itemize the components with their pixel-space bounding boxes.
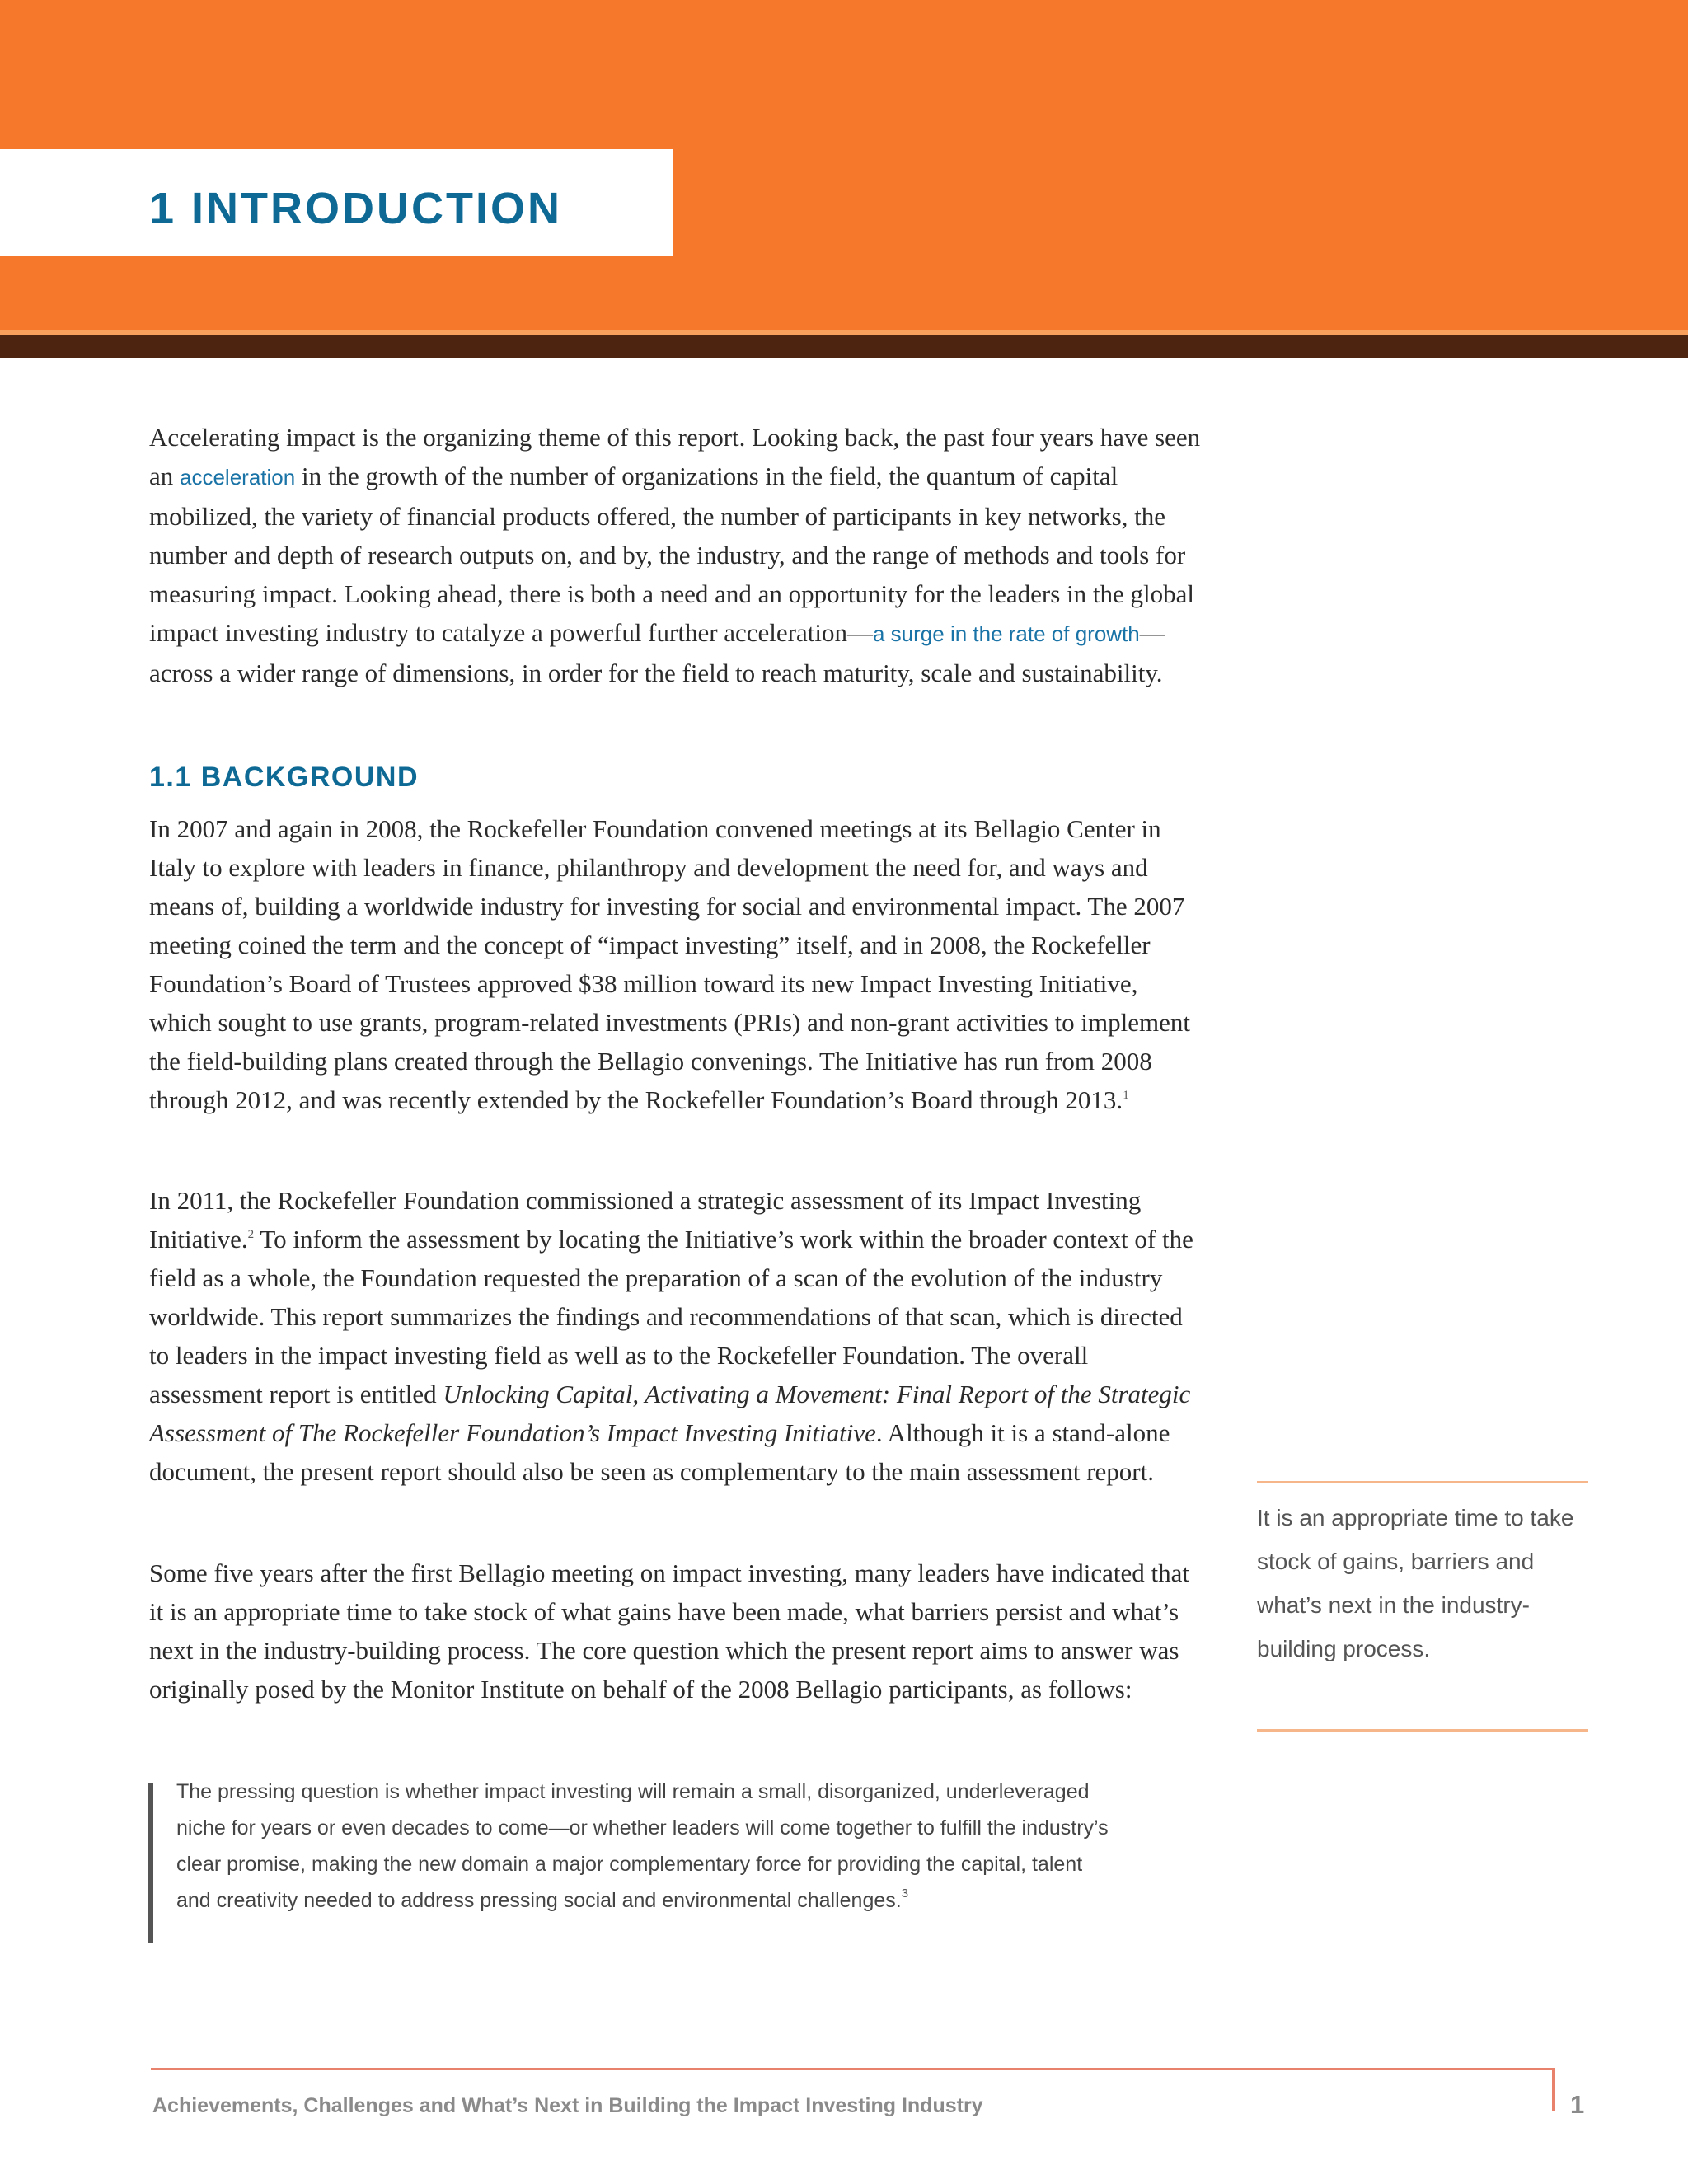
footer-rule (151, 2068, 1554, 2070)
background-text-1: In 2007 and again in 2008, the Rockefeller Foundation convened meetings at its Bellagio Center in Italy to explore with leaders in finance, philanthropy and development the need for, and ways and means of, building a worldwide industry for investing for social and environmental impact. The 2007 meeting coined the term and the concept of “impact investing” itself, and in 2008, the Rockefeller Foundation’s Board of Trustees approved $38 million toward its new Impact Investing Initiative, which sought to use grants, program-related investments (PRIs) and non-grant activities to implement the field-building plans created through the Bellagio convenings. The Initiative has run from 2008 through 2012, and was recently extended by the Rockefeller Foundation’s Board through 2013. (149, 814, 1190, 1114)
surge-link[interactable]: a surge in the rate of growth (873, 621, 1140, 646)
background-text-2c: . Although it is a stand-alone document, the present report should also be seen as complementary to the main assessment report. (149, 1418, 1170, 1486)
header-dark-stripe (0, 335, 1688, 358)
report-title: Unlocking Capital, Activating a Movement: Final Report of the Strategic Assessment of The Rockefeller Foundation’s Impact Investing Initiative (149, 1380, 1191, 1447)
background-text-3: Some five years after the first Bellagio meeting on impact investing, many leaders have indicated that it is an appropriate time to take stock of what gains have been made, what barriers persist and what’s next in the industry-building process. The core question which the present report aims to answer was originally posed by the Monitor Institute on behalf of the 2008 Bellagio participants, as follows: (149, 1558, 1189, 1704)
footnote-ref-2[interactable]: 2 (247, 1228, 255, 1241)
callout-bottom-rule (1257, 1729, 1588, 1732)
callout-top-rule (1257, 1481, 1588, 1483)
header-stripe (0, 330, 1688, 335)
background-text-2b: To inform the assessment by locating the Initiative’s work within the broader context of the field as a whole, the Foundation requested the preparation of a scan of the evolution of the industry worldwide. This report summarizes the findings and recommendations of that scan, which is directed to leaders in the impact investing field as well as to the Rockefeller Foundation. The overall assessment report is entitled (149, 1225, 1193, 1408)
footer-rule-tick (1552, 2068, 1555, 2111)
background-text-2a: In 2011, the Rockefeller Foundation commissioned a strategic assessment of its Impact Investing Initiative. (149, 1186, 1142, 1254)
intro-text-3: —across a wider range of dimensions, in order for the field to reach maturity, scale and sustainability. (149, 618, 1165, 687)
intro-text-1: Accelerating impact is the organizing theme of this report. Looking back, the past four years have seen an (149, 423, 1201, 490)
background-paragraph-3 (149, 1554, 1204, 1708)
footnote-ref-3[interactable]: 3 (901, 1886, 909, 1900)
page-number: 1 (1570, 2090, 1585, 2119)
chapter-title: 1 INTRODUCTION (149, 184, 562, 233)
block-quote (176, 1774, 1116, 1919)
intro-text-2: in the growth of the number of organizations in the field, the quantum of capital mobilized, the variety of financial products offered, the number of participants in key networks, the number and depth of research outputs on, and by, the industry, and the range of methods and tools for measuring impact. Looking ahead, there is both a need and an opportunity for the leaders in the global impact investing industry to catalyze a powerful further acceleration— (149, 462, 1195, 647)
background-paragraph-1 (149, 809, 1204, 1119)
background-paragraph-2 (149, 1181, 1204, 1491)
intro-paragraph (149, 418, 1204, 692)
footer-title: Achievements, Challenges and What’s Next in Building the Impact Investing Industry (152, 2094, 983, 2117)
footnote-ref-1[interactable]: 1 (1123, 1089, 1129, 1102)
acceleration-link[interactable]: acceleration (180, 465, 296, 490)
quote-text: The pressing question is whether impact investing will remain a small, disorganized, underleveraged niche for years or even decades to come—or whether leaders will come together to fulfill the industry’s clear promise, making the new domain a major complementary force for providing the capital, talent and creativity needed to address pressing social and environmental challenges. (176, 1780, 1109, 1912)
section-heading-background: 1.1 BACKGROUND (149, 762, 420, 793)
sidebar-callout: It is an appropriate time to take stock of gains, barriers and what’s next in the industry-building process. (1257, 1505, 1574, 1661)
quote-bar (148, 1783, 153, 1943)
